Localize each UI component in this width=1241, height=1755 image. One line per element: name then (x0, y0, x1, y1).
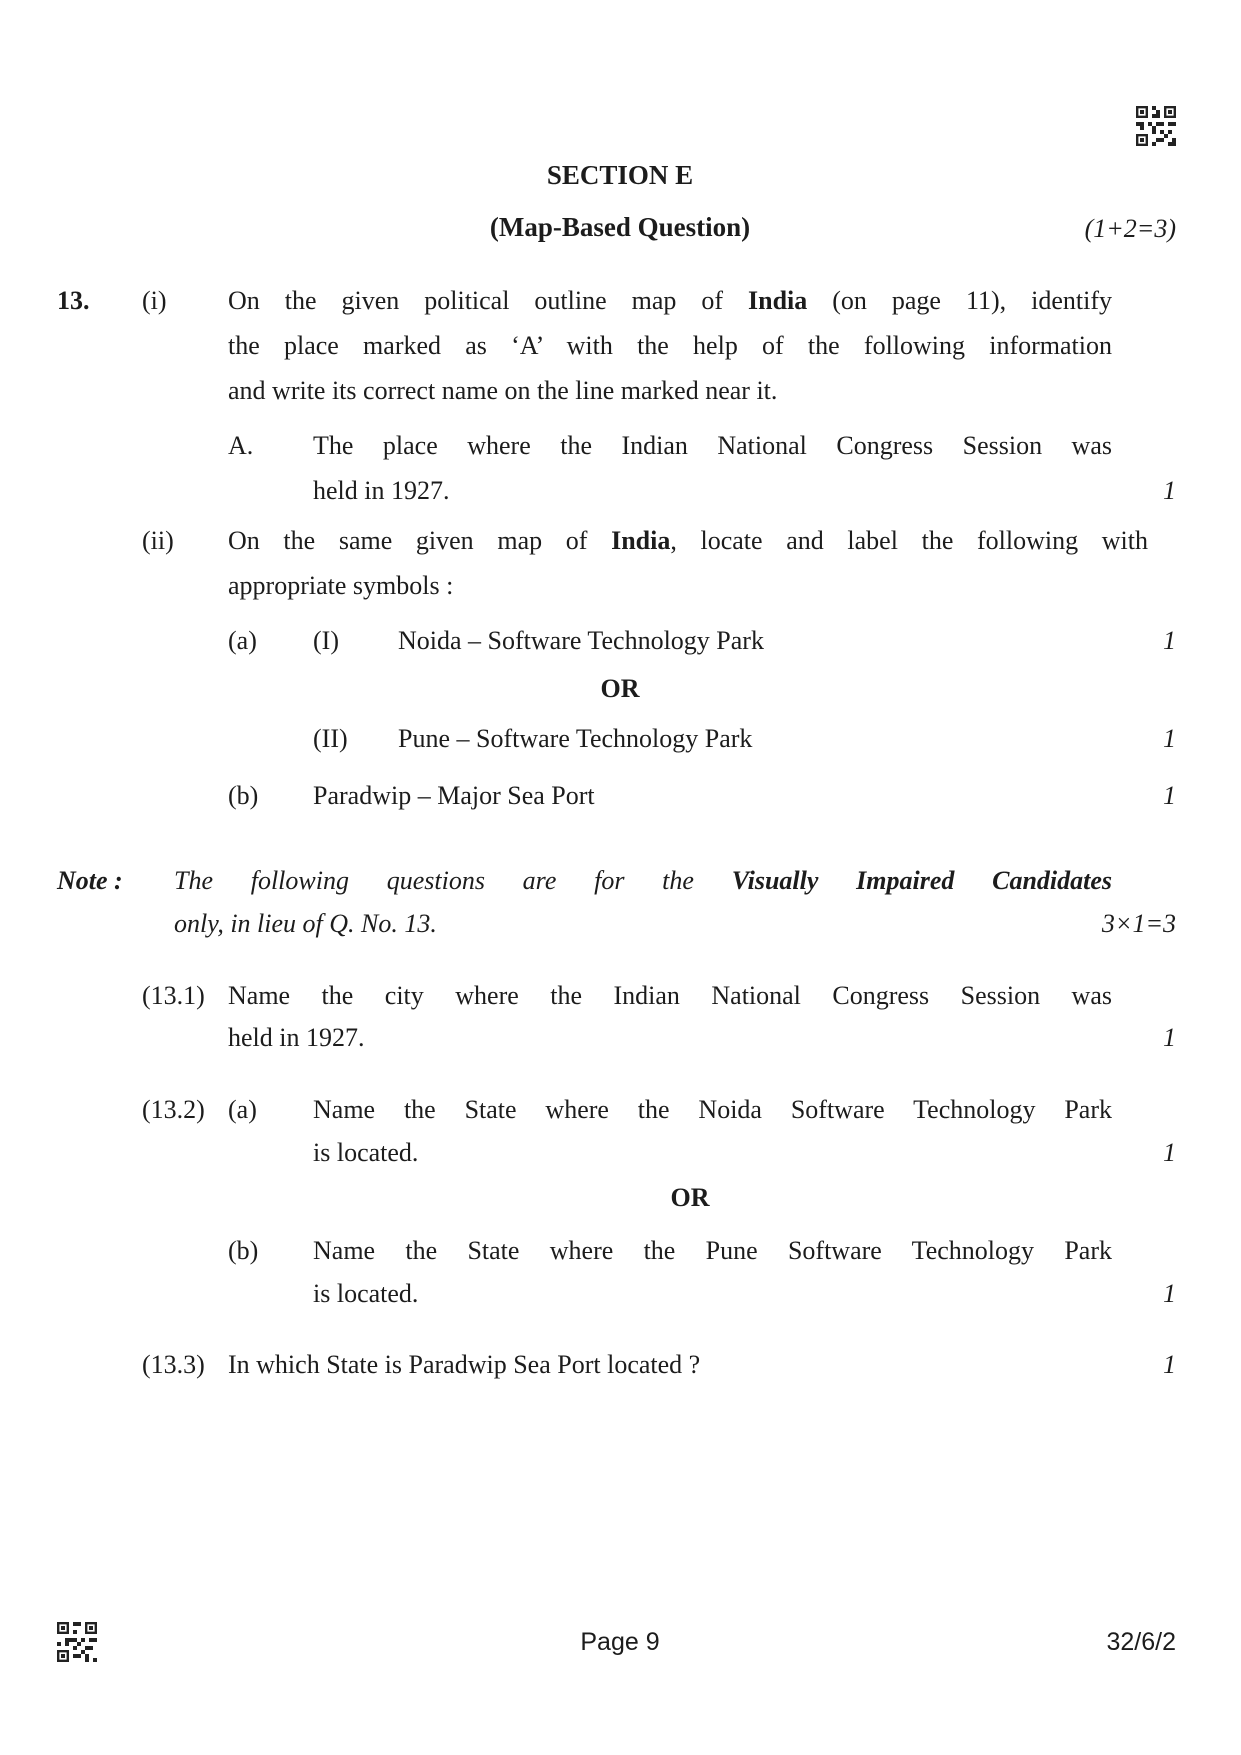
or-divider-2: OR (670, 1183, 710, 1212)
vi-q2-a-line2: is located. (313, 1138, 419, 1167)
part-ii-b-text: Paradwip – Major Sea Port (313, 781, 595, 810)
vi-q2-a-label: (a) (228, 1095, 257, 1124)
part-i-line3: and write its correct name on the line marked near it. (228, 376, 778, 405)
question-number: 13. (57, 286, 90, 315)
qr-code-bottom (57, 1622, 97, 1662)
part-ii-b-marks: 1 (1163, 781, 1176, 810)
item-a-line1: The place where the Indian National Congress Session was (313, 431, 1112, 460)
vi-q1-line1: Name the city where the Indian National Congress Session was (228, 981, 1112, 1010)
vi-q2-b-label: (b) (228, 1236, 259, 1265)
item-a-line2: held in 1927. (313, 476, 450, 505)
part-ii-line1-pre: On the same given map of (228, 526, 588, 555)
vi-q3-text: In which State is Paradwip Sea Port located ? (228, 1350, 701, 1379)
page-number: Page 9 (580, 1628, 660, 1656)
note-line2: only, in lieu of Q. No. 13. (174, 909, 437, 938)
part-ii-line1 (228, 526, 1148, 556)
vi-q3-marks: 1 (1163, 1350, 1176, 1379)
part-ii-a-II-text: Pune – Software Technology Park (398, 724, 753, 753)
country-name-2: India (611, 526, 671, 555)
part-ii-a-label: (a) (228, 626, 257, 655)
vi-q2-b-line2: is located. (313, 1279, 419, 1308)
part-ii-line2: appropriate symbols : (228, 571, 454, 600)
section-subtitle: (Map-Based Question) (489, 212, 751, 242)
item-a-marks: 1 (1163, 476, 1176, 505)
part-ii-a-I-text: Noida – Software Technology Park (398, 626, 764, 655)
note-line1 (174, 866, 1112, 896)
item-a-label: A. (228, 431, 254, 460)
part-i-line1-post: (on page 11), identify (832, 286, 1112, 315)
note-line1-pre: The following questions are for the (174, 866, 694, 895)
vi-q1-line2: held in 1927. (228, 1023, 365, 1052)
part-ii-line1-post: , locate and label the following with (670, 526, 1148, 555)
country-name: India (748, 286, 808, 315)
or-divider-1: OR (600, 674, 640, 703)
vi-q1-marks: 1 (1163, 1023, 1176, 1052)
section-marks: (1+2=3) (1084, 214, 1176, 243)
section-title: SECTION E (546, 160, 694, 190)
part-ii-label: (ii) (142, 526, 174, 555)
part-i-line2: the place marked as ‘A’ with the help of the following information (228, 331, 1112, 360)
part-ii-b-label: (b) (228, 781, 259, 810)
part-i-line1 (228, 286, 1112, 316)
vi-q3-label: (13.3) (142, 1350, 205, 1379)
vi-q2-b-marks: 1 (1163, 1279, 1176, 1308)
part-ii-a-I-label: (I) (313, 626, 339, 655)
vi-q2-a-marks: 1 (1163, 1138, 1176, 1167)
part-ii-a-I-marks: 1 (1163, 626, 1176, 655)
part-ii-a-II-label: (II) (313, 724, 348, 753)
part-i-line1-pre: On the given political outline map of (228, 286, 724, 315)
note-label: Note : (57, 866, 123, 895)
part-ii-a-II-marks: 1 (1163, 724, 1176, 753)
vi-q2-label: (13.2) (142, 1095, 205, 1124)
paper-code: 32/6/2 (1106, 1628, 1176, 1656)
part-i-label: (i) (142, 286, 167, 315)
vi-q2-a-line1: Name the State where the Noida Software Technology Park (313, 1095, 1112, 1124)
note-marks: 3×1=3 (1101, 909, 1176, 938)
vi-q2-b-line1: Name the State where the Pune Software Technology Park (313, 1236, 1112, 1265)
vi-q1-label: (13.1) (142, 981, 205, 1010)
qr-code-top (1136, 106, 1176, 146)
note-highlight: Visually Impaired Candidates (731, 866, 1113, 895)
